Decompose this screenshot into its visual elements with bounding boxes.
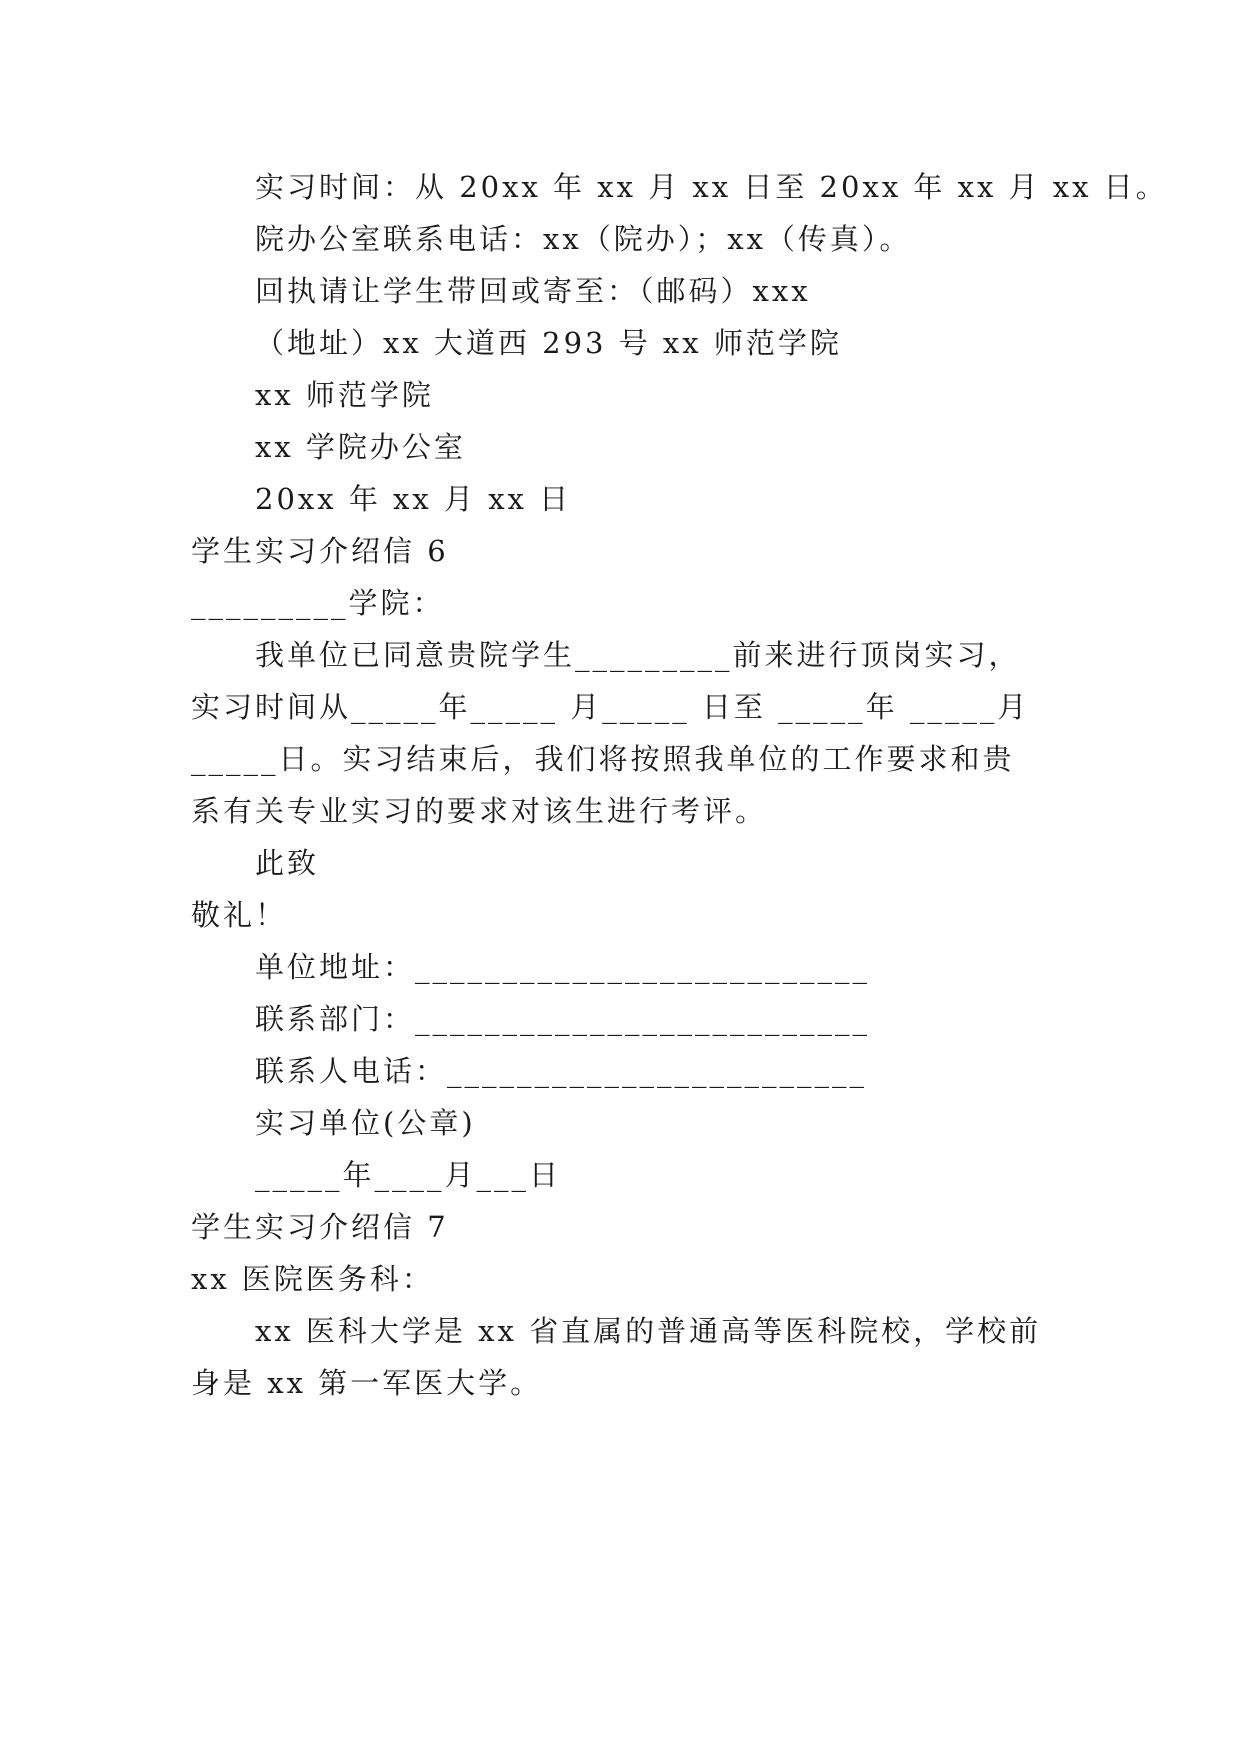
closing-jingli: 敬礼！ [191, 898, 288, 932]
contact-department-field: 联系部门：__________________________ [255, 1002, 871, 1036]
section-title-6: 学生实习介绍信 6 [191, 534, 449, 568]
signature-school: xx 师范学院 [255, 378, 434, 412]
internship-period-line: 实习时间：从 20xx 年 xx 月 xx 日至 20xx 年 xx 月 xx 日。 [255, 170, 1168, 204]
address-line: （地址）xx 大道西 293 号 xx 师范学院 [255, 326, 842, 360]
body-paragraph-7-line-1: xx 医科大学是 xx 省直属的普通高等医科院校，学校前 [255, 1314, 1042, 1348]
office-phone-line: 院办公室联系电话：xx（院办）；xx（传真）。 [255, 222, 912, 256]
section-title-7: 学生实习介绍信 7 [191, 1210, 449, 1244]
body-paragraph-line-1: 我单位已同意贵院学生_________前来进行顶岗实习， [255, 638, 1021, 672]
body-paragraph-7-line-2: 身是 xx 第一军医大学。 [191, 1366, 543, 1400]
unit-address-field: 单位地址：__________________________ [255, 950, 871, 984]
receipt-postcode-line: 回执请让学生带回或寄至：（邮码）xxx [255, 274, 811, 308]
signature-office: xx 学院办公室 [255, 430, 466, 464]
closing-cizhi: 此致 [255, 846, 320, 880]
contact-phone-field: 联系人电话：________________________ [255, 1054, 868, 1088]
salutation-college: _________学院： [191, 586, 445, 620]
body-paragraph-line-3: _____日。实习结束后，我们将按照我单位的工作要求和贵 [191, 742, 1015, 776]
body-paragraph-line-4: 系有关专业实习的要求对该生进行考评。 [191, 794, 768, 828]
date-field: _____年____月___日 [255, 1158, 562, 1192]
signature-date: 20xx 年 xx 月 xx 日 [255, 482, 572, 516]
salutation-hospital: xx 医院医务科： [191, 1262, 434, 1296]
unit-seal-label: 实习单位(公章) [255, 1106, 476, 1140]
body-paragraph-line-2: 实习时间从_____年_____ 月_____ 日至 _____年 _____月 [191, 690, 1030, 724]
